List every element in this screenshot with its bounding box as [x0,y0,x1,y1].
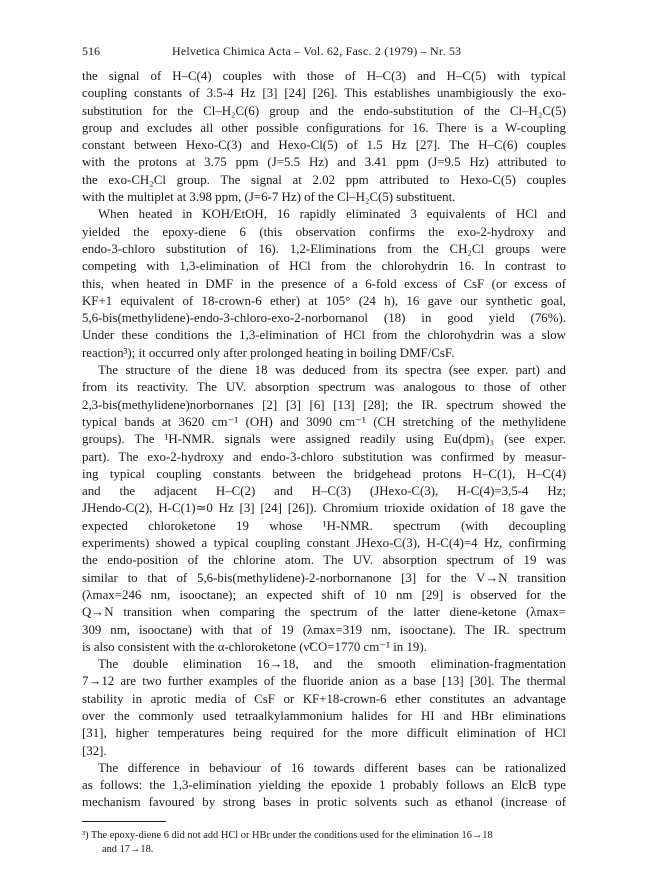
text-line: mechanism favoured by strong bases in protic solvents such as ethanol (increase of [82,795,566,810]
text-line: endo-3-chloro substitution of 16). 1,2-Eliminations from the CH₂Cl groups were [82,241,566,256]
text-line: expected chloroketone 19 whose ¹H-NMR. spectrum (with decoupling [82,518,566,533]
text-line: Q→N transition when comparing the spectrum of the latter diene-ketone (λmax= [82,605,566,620]
text-line: experiments) showed a typical coupling constant JHexo-C(3), H-C(4)=4 Hz, confirming [82,536,566,551]
text-line: reaction³); it occurred only after prolonged heating in boiling DMF/CsF. [82,345,455,360]
footnote-line: ³) The epoxy-diene 6 did not add HCl or HBr under the conditions used for the elimination 16→18 [82,830,493,841]
footnote-line: and 17→18. [102,844,154,855]
article-body [82,68,566,812]
footnote [82,829,566,857]
text-line: coupling constants of 3.5-4 Hz [3] [24] [26]. This establishes unambigiously the exo- [82,86,566,101]
text-line: part). The exo-2-hydroxy and endo-3-chloro substitution was confirmed by measur- [82,449,566,464]
text-line: [32]. [82,743,107,758]
text-line: typical bands at 3620 cm⁻¹ (OH) and 3090 cm⁻¹ (CH stretching of the methylidene [82,414,566,429]
text-line: (λmax=246 nm, isooctane); an expected shift of 10 nm [29] is observed for the [82,587,566,602]
footnote-rule [82,821,166,822]
text-line: Under these conditions the 1,3-elimination of HCl from the chlorohydrin was a slow [82,328,566,343]
text-line: from its reactivity. The UV. absorption spectrum was analogous to those of other [82,380,566,395]
text-line: the signal of H–C(4) couples with those of H–C(3) and H–C(5) with typical [82,69,566,83]
text-line: with the protons at 3.75 ppm (J=5.5 Hz) and 3.41 ppm (J=9.5 Hz) attributed to [82,155,566,170]
text-line: constant between Hexo-C(3) and Hexo-Cl(5) of 1.5 Hz [27]. The H–C(6) couples [82,138,566,153]
text-line: When heated in KOH/EtOH, 16 rapidly eliminated 3 equivalents of HCl and [98,207,566,222]
text-line: [31], higher temperatures being required for the more difficult elimination of HCl [82,726,566,741]
text-line: with the multiplet at 3.98 ppm, (J=6-7 Hz) of the Cl–H₂C(5) substituent. [82,190,456,205]
text-line: The double elimination 16→18, and the smooth elimination-fragmentation [98,657,566,672]
text-line: The difference in behaviour of 16 towards different bases can be rationalized [98,760,566,775]
text-line: 5,6-bis(methylidene)-endo-3-chloro-exo-2-norbornanol (18) in good yield (76%). [82,311,566,326]
text-line: group and excludes all other possible configurations for 16. There is a W-coupling [82,120,566,135]
text-line: JHendo-C(2), H-C(1)≃0 Hz [3] [24] [26]). Chromium trioxide oxidation of 18 gave the [82,501,566,516]
text-line: substitution for the Cl–H₂C(6) group and the endo-substitution of the Cl–H₂C(5) [82,103,566,118]
text-line: 309 nm, isooctane) with that of 19 (λmax=319 nm, isooctane). The IR. spectrum [82,622,566,637]
text-line: 2,3-bis(methylidene)norbornanes [2] [3] [6] [13] [28]; the IR. spectrum showed the [82,397,566,412]
text-line: similar to that of 5,6-bis(methylidene)-2-norbornanone [3] for the V→N transition [82,570,566,585]
text-line: this, when heated in DMF in the presence of a 6-fold excess of CsF (or excess of [82,276,566,291]
page-number: 516 [82,44,100,58]
running-head [82,44,566,60]
text-line: ing typical coupling constants between the bridgehead protons H–C(1), H–C(4) [82,466,566,481]
text-line: and the adjacent H–C(2) and H–C(3) (JHexo-C(3), H-C(4)=3,5-4 Hz; [82,484,566,499]
journal-title: Helvetica Chimica Acta – Vol. 62, Fasc. 2 (1979) – Nr. 53 [172,44,462,58]
text-line: 7→12 are two further examples of the fluoride anion as a base [13] [30]. The thermal [82,674,566,689]
text-line: competing with 1,3-elimination of HCl from the chlorohydrin 16. In contrast to [82,259,566,274]
text-line: the endo-position of the chlorine atom. The UV. absorption spectrum of 19 was [82,553,566,568]
text-line: over the commonly used tetraalkylammonium halides for HI and HBr eliminations [82,708,566,723]
text-line: is also consistent with the α-chloroketone (ν̃CO=1770 cm⁻¹ in 19). [82,639,427,654]
text-line: yielded the epoxy-diene 6 (this observation confirms the exo-2-hydroxy and [82,224,566,239]
text-line: groups). The ¹H-NMR. signals were assigned readily using Eu(dpm)₃ (see exper. [82,432,566,447]
text-line: the exo-CH₂Cl group. The signal at 2.02 ppm attributed to Hexo-C(5) couples [82,172,566,187]
text-line: The structure of the diene 18 was deduced from its spectra (see exper. part) and [98,363,566,378]
text-line: KF+1 equivalent of 18-crown-6 ether) at 105° (24 h), 16 gave our synthetic goal, [82,293,566,308]
text-line: as follows: the 1,3-elimination yielding the epoxide 1 probably follows an ElcB type [82,778,566,793]
text-line: stability in aprotic media of CsF or KF+18-crown-6 ether constitutes an advantage [82,691,566,706]
